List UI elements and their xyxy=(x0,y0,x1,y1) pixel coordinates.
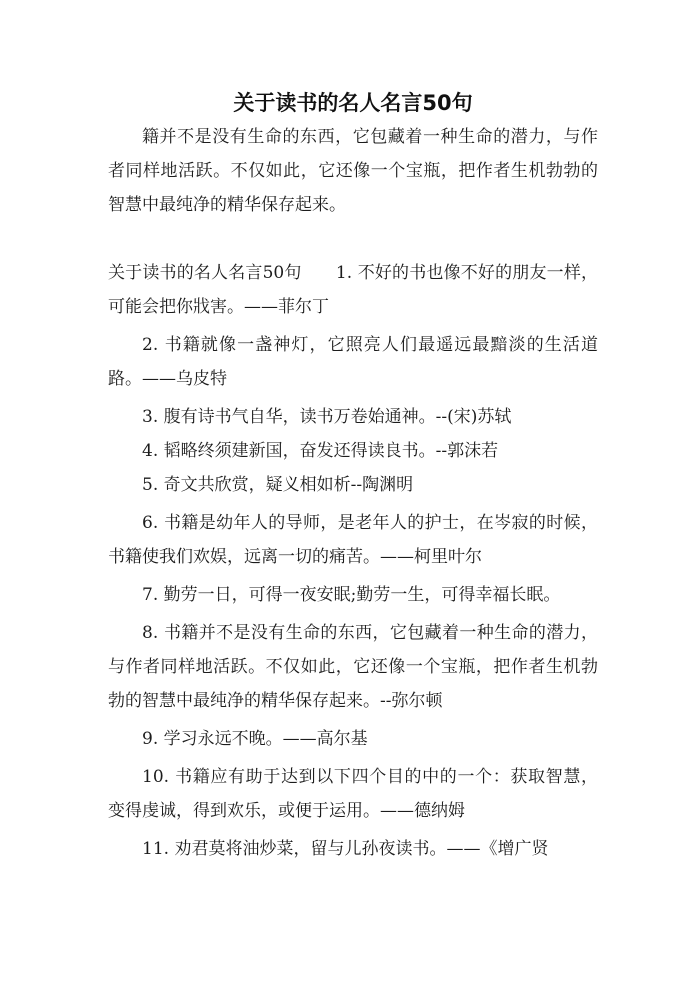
quote-7: 7. 勤劳一日，可得一夜安眠;勤劳一生，可得幸福长眠。 xyxy=(142,585,561,605)
quote-3: 3. 腹有诗书气自华，读书万卷始通神。--(宋)苏轼 xyxy=(142,407,512,427)
quote-2: 2. 书籍就像一盏神灯，它照亮人们最遥远最黯淡的生活道路。——乌皮特 xyxy=(108,335,598,389)
quote-10: 10. 书籍应有助于达到以下四个目的中的一个：获取智慧，变得虔诚，得到欢乐，或便于运用。——德纳姆 xyxy=(108,767,598,821)
quote-6: 6. 书籍是幼年人的导师，是老年人的护士，在岑寂的时候，书籍使我们欢娱，远离一切的痛苦。——柯里叶尔 xyxy=(108,513,598,567)
quote-8: 8. 书籍并不是没有生命的东西，它包藏着一种生命的潜力，与作者同样地活跃。不仅如此，它还像一个宝瓶，把作者生机勃勃的智慧中最纯净的精华保存起来。--弥尔顿 xyxy=(108,623,598,711)
quote-4: 4. 韬略终须建新国，奋发还得读良书。--郭沫若 xyxy=(142,441,499,461)
document-body xyxy=(108,86,598,866)
intro-paragraph: 籍并不是没有生命的东西，它包藏着一种生命的潜力，与作者同样地活跃。不仅如此，它还像一个宝瓶，把作者生机勃勃的智慧中最纯净的精华保存起来。 xyxy=(108,127,598,215)
quote-5: 5. 奇文共欣赏，疑义相如析--陶渊明 xyxy=(142,475,414,495)
quote-11: 11. 劝君莫将油炒菜，留与儿孙夜读书。——《增广贤 xyxy=(142,839,549,859)
page-title: 关于读书的名人名言50句 xyxy=(233,91,473,115)
quote-line-1: 关于读书的名人名言50句 1. 不好的书也像不好的朋友一样，可能会把你戕害。——菲尔丁 xyxy=(108,263,598,317)
paragraph-gap xyxy=(108,222,598,256)
quote-9: 9. 学习永远不晚。——高尔基 xyxy=(142,729,368,749)
